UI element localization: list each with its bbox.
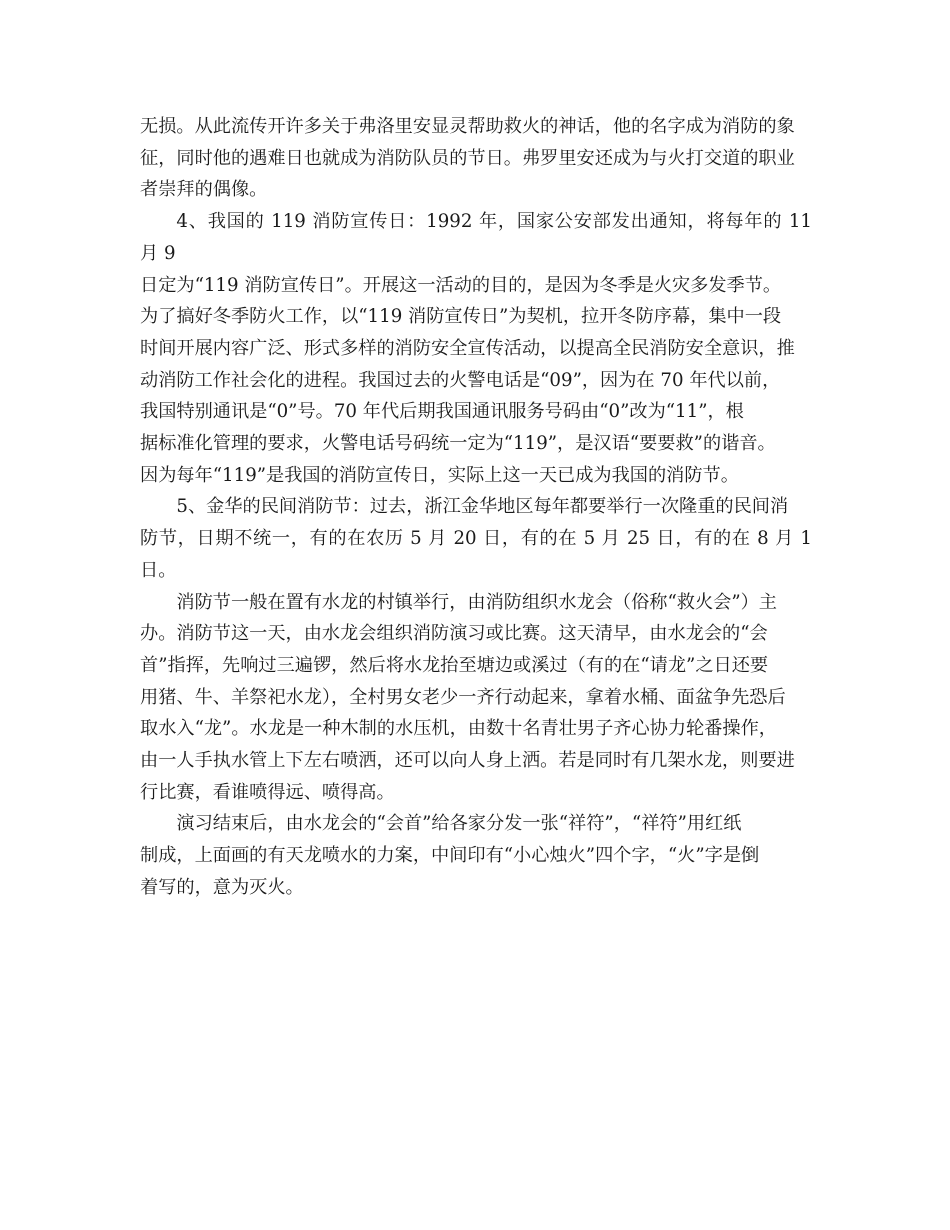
text-line: 因为每年“119”是我国的消防宣传日，实际上这一天已成为我国的消防节。	[140, 464, 739, 486]
text-line: 消防节一般在置有水龙的村镇举行，由消防组织水龙会（俗称“救火会”）主	[176, 591, 777, 613]
text-line: 用猪、牛、羊祭祀水龙），全村男女老少一齐行动起来，拿着水桶、面盆争先恐后	[140, 686, 786, 708]
text-line: 首”指挥，先响过三遍锣，然后将水龙抬至塘边或溪过（有的在“请龙”之日还要	[140, 654, 769, 676]
text-line: 者崇拜的偶像。	[140, 179, 268, 201]
text-line: 制成，上面画的有天龙喷水的力案，中间印有“小心烛火”四个字，“火”字是倒	[140, 845, 760, 867]
paragraph-water-dragon	[140, 587, 812, 809]
paragraph-jinhua-festival	[140, 491, 818, 586]
text-line: 着写的，意为灭火。	[140, 876, 304, 898]
paragraph-xiangfu	[140, 808, 812, 903]
text-line: 防节，日期不统一，有的在农历 5 月 20 日，有的在 5 月 25 日，有的在 8 月 1 日。	[140, 528, 818, 581]
text-line: 5、金华的民间消防节：过去，浙江金华地区每年都要举行一次隆重的民间消	[176, 496, 789, 518]
text-line: 取水入“龙”。水龙是一种木制的水压机，由数十名青壮男子齐心协力轮番操作，	[140, 718, 777, 740]
text-line: 动消防工作社会化的进程。我国过去的火警电话是“09”，因为在 70 年代以前，	[140, 369, 781, 391]
document-page	[140, 111, 818, 904]
text-line: 据标准化管理的要求，火警电话号码统一定为“119”，是汉语“要要救”的谐音。	[140, 433, 776, 455]
text-line: 办。消防节这一天，由水龙会组织消防演习或比赛。这天清早，由水龙会的“会	[140, 623, 768, 645]
text-line: 日定为“119 消防宣传日”。开展这一活动的目的，是因为冬季是火灾多发季节。	[140, 274, 782, 296]
text-line: 行比赛，看谁喷得远、喷得高。	[140, 781, 395, 803]
text-line: 我国特别通讯是“0”号。70 年代后期我国通讯服务号码由“0”改为“11”，根	[140, 401, 744, 423]
text-line: 征，同时他的遇难日也就成为消防队员的节日。弗罗里安还成为与火打交道的职业	[140, 147, 795, 169]
text-line: 为了搞好冬季防火工作，以“119 消防宣传日”为契机，拉开冬防序幕，集中一段	[140, 306, 782, 328]
text-line: 时间开展内容广泛、形式多样的消防安全宣传活动，以提高全民消防安全意识，推	[140, 337, 795, 359]
paragraph-florian-legend	[140, 111, 812, 206]
text-line: 4、我国的 119 消防宣传日：1992 年，国家公安部发出通知，将每年的 11 月 9	[140, 211, 818, 264]
text-line: 由一人手执水管上下左右喷洒，还可以向人身上洒。若是同时有几架水龙，则要进	[140, 750, 795, 772]
text-line: 无损。从此流传开许多关于弗洛里安显灵帮助救火的神话，他的名字成为消防的象	[140, 116, 795, 137]
paragraph-119-day	[140, 206, 818, 491]
text-line: 演习结束后，由水龙会的“会首”给各家分发一张“祥符”，“祥符”用红纸	[176, 813, 742, 835]
